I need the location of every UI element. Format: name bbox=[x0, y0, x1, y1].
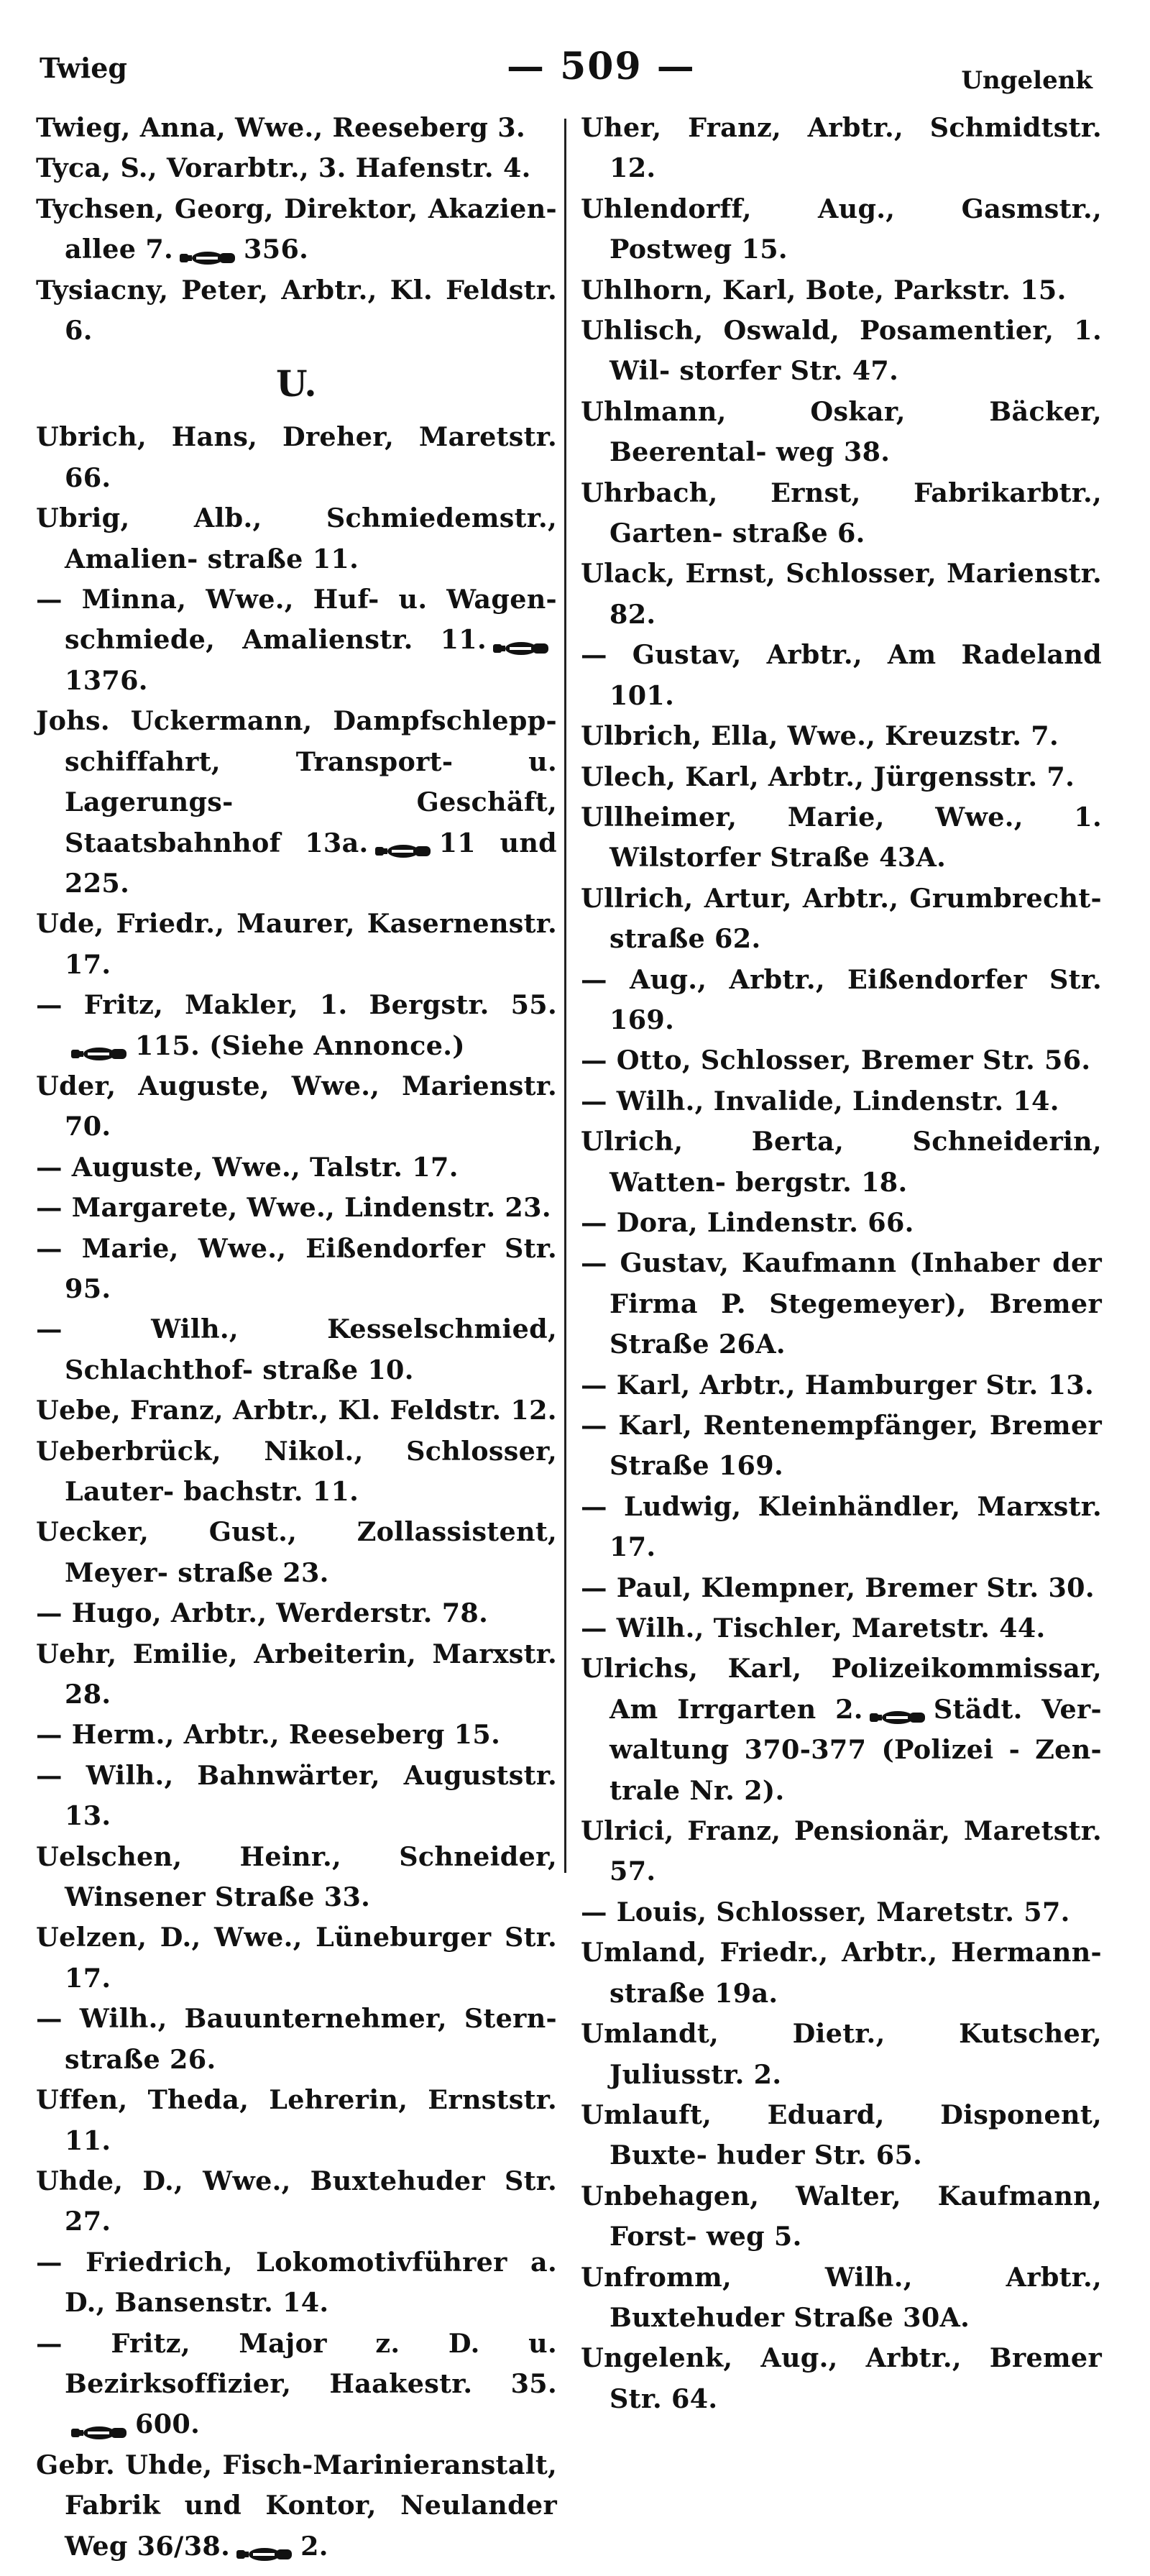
directory-entry: Uebe, Franz, Arbtr., Kl. Feldstr. 12. bbox=[36, 1395, 557, 1426]
directory-entry: Uhlhorn, Karl, Bote, Parkstr. 15. bbox=[581, 274, 1067, 306]
phone-number: 2. bbox=[300, 2530, 328, 2562]
directory-entry: — Wilh., Bahnwärter, Auguststr. 13. bbox=[36, 1759, 557, 1832]
directory-entry bbox=[36, 2324, 557, 2445]
entry-text: Johs. Uckermann, Dampfschlepp- schiffahrt, Transport- u. Lagerungs- Geschäft, Staatsbahnhof 13a. bbox=[36, 705, 557, 858]
directory-entry: — Hugo, Arbtr., Werderstr. 78. bbox=[36, 1598, 489, 1629]
directory-entry: Ulack, Ernst, Schlosser, Marienstr. 82. bbox=[581, 558, 1102, 630]
entry-text: — Fritz, Major z. D. u. Bezirksoffizier, Haakestr. 35. bbox=[36, 2327, 557, 2399]
directory-entry: — Otto, Schlosser, Bremer Str. 56. bbox=[581, 1045, 1091, 1076]
phone-number: 115. (Siehe Annonce.) bbox=[135, 1030, 465, 1061]
directory-entry: — Paul, Klempner, Bremer Str. 30. bbox=[581, 1572, 1095, 1603]
directory-entry: Twieg, Anna, Wwe., Reeseberg 3. bbox=[36, 112, 525, 143]
telephone-icon bbox=[70, 2414, 128, 2434]
telephone-icon bbox=[70, 1035, 128, 1055]
directory-entry: — Ludwig, Kleinhändler, Marxstr. 17. bbox=[581, 1490, 1102, 1563]
directory-entry: Unbehagen, Walter, Kaufmann, Forst- weg 5. bbox=[581, 2180, 1102, 2252]
directory-entry: Umlauft, Eduard, Disponent, Buxte- huder Str. 65. bbox=[581, 2099, 1102, 2171]
directory-entry bbox=[36, 985, 557, 1066]
running-head bbox=[40, 45, 1092, 95]
directory-entry: — Margarete, Wwe., Lindenstr. 23. bbox=[36, 1192, 551, 1224]
directory-entry: — Friedrich, Lokomotivführer a. D., Bansenstr. 14. bbox=[36, 2246, 557, 2319]
directory-entry: Ullheimer, Marie, Wwe., 1. Wilstorfer Straße 43A. bbox=[581, 801, 1102, 874]
directory-entry: Ueberbrück, Nikol., Schlosser, Lauter- bachstr. 11. bbox=[36, 1435, 557, 1507]
directory-entry: Uder, Auguste, Wwe., Marienstr. 70. bbox=[36, 1070, 557, 1142]
directory-entry: — Gustav, Arbtr., Am Radeland 101. bbox=[581, 639, 1102, 711]
phone-number: Städt. Ver- waltung 370-377 (Polizei - Zen- trale Nr. 2). bbox=[610, 1693, 1102, 1806]
directory-entry: Uhrbach, Ernst, Fabrikarbtr., Garten- straße 6. bbox=[581, 477, 1102, 549]
directory-entry: — Dora, Lindenstr. 66. bbox=[581, 1206, 914, 1238]
phone-number: 600. bbox=[135, 2408, 201, 2440]
entry-text: Ulrichs, Karl, Polizeikommissar, Am Irrgarten 2. bbox=[581, 1653, 1102, 1725]
column-divider bbox=[564, 119, 566, 1873]
directory-entry: Unfromm, Wilh., Arbtr., Buxtehuder Straße 30A. bbox=[581, 2261, 1102, 2333]
directory-entry: Ullrich, Artur, Arbtr., Grumbrecht- straße 62. bbox=[581, 882, 1102, 955]
directory-entry: Uhlisch, Oswald, Posamentier, 1. Wil- storfer Str. 47. bbox=[581, 315, 1102, 387]
directory-entry: — Wilh., Invalide, Lindenstr. 14. bbox=[581, 1085, 1059, 1117]
left-column bbox=[36, 108, 557, 2567]
directory-entry: Ungelenk, Aug., Arbtr., Bremer Str. 64. bbox=[581, 2342, 1102, 2414]
telephone-icon bbox=[374, 833, 432, 853]
directory-entry bbox=[36, 189, 557, 270]
entry-text: Gebr. Uhde, Fisch-Marinieranstalt, Fabrik und Kontor, Neulander Weg 36/38. bbox=[36, 2449, 557, 2562]
directory-entry: Uher, Franz, Arbtr., Schmidtstr. 12. bbox=[581, 112, 1102, 184]
directory-entry: Ude, Friedr., Maurer, Kasernenstr. 17. bbox=[36, 908, 557, 980]
directory-entry: Uhlmann, Oskar, Bäcker, Beerental- weg 38. bbox=[581, 395, 1102, 468]
page-number: — 509 — bbox=[507, 45, 696, 88]
directory-entry: — Wilh., Bauunternehmer, Stern- straße 26. bbox=[36, 2003, 557, 2075]
directory-entry bbox=[36, 2445, 557, 2567]
directory-entry: Tysiacny, Peter, Arbtr., Kl. Feldstr. 6. bbox=[36, 274, 557, 347]
directory-entry: Ulech, Karl, Arbtr., Jürgensstr. 7. bbox=[581, 761, 1075, 792]
directory-entry: — Marie, Wwe., Eißendorfer Str. 95. bbox=[36, 1232, 557, 1304]
entry-text: Tychsen, Georg, Direktor, Akazien- allee 7. bbox=[36, 193, 557, 265]
directory-entry: — Herm., Arbtr., Reeseberg 15. bbox=[36, 1719, 501, 1751]
directory-entry: Uhde, D., Wwe., Buxtehuder Str. 27. bbox=[36, 2165, 557, 2237]
directory-entry bbox=[581, 1649, 1102, 1811]
telephone-icon bbox=[492, 630, 550, 650]
directory-entry: — Wilh., Tischler, Maretstr. 44. bbox=[581, 1613, 1046, 1644]
section-heading: U. bbox=[275, 362, 318, 405]
directory-entry: — Gustav, Kaufmann (Inhaber der Firma P. Stegemeyer), Bremer Straße 26A. bbox=[581, 1247, 1102, 1360]
directory-entry: Tyca, S., Vorarbtr., 3. Hafenstr. 4. bbox=[36, 152, 531, 184]
directory-entry: Uecker, Gust., Zollassistent, Meyer- straße 23. bbox=[36, 1516, 557, 1588]
directory-entry: Uffen, Theda, Lehrerin, Ernststr. 11. bbox=[36, 2084, 557, 2156]
directory-entry: Umlandt, Dietr., Kutscher, Juliusstr. 2. bbox=[581, 2018, 1102, 2090]
entry-text: — Fritz, Makler, 1. Bergstr. 55. bbox=[36, 989, 557, 1021]
directory-entry: — Karl, Rentenempfänger, Bremer Straße 169. bbox=[581, 1410, 1102, 1482]
directory-entry: Umland, Friedr., Arbtr., Hermann- straße 19a. bbox=[581, 1937, 1102, 2009]
directory-entry: Uhlendorff, Aug., Gasmstr., Postweg 15. bbox=[581, 193, 1102, 265]
directory-entry: Ubrich, Hans, Dreher, Maretstr. 66. bbox=[36, 421, 557, 493]
telephone-icon bbox=[179, 239, 236, 260]
phone-number: 1376. bbox=[65, 664, 148, 696]
directory-entry bbox=[36, 701, 557, 904]
directory-entry: Ubrig, Alb., Schmiedemstr., Amalien- straße 11. bbox=[36, 503, 557, 574]
directory-entry: — Wilh., Kesselschmied, Schlachthof- straße 10. bbox=[36, 1314, 557, 1385]
telephone-icon bbox=[869, 1699, 926, 1719]
directory-entry: — Karl, Arbtr., Hamburger Str. 13. bbox=[581, 1369, 1094, 1401]
directory-entry: Ulrich, Berta, Schneiderin, Watten- bergstr. 18. bbox=[581, 1126, 1102, 1198]
directory-entry: Ulrici, Franz, Pensionär, Maretstr. 57. bbox=[581, 1815, 1102, 1887]
directory-entry: Ulbrich, Ella, Wwe., Kreuzstr. 7. bbox=[581, 720, 1059, 752]
phone-number: 11 und 225. bbox=[65, 827, 557, 899]
phone-number: 356. bbox=[244, 234, 309, 265]
directory-entry bbox=[36, 579, 557, 701]
directory-entry: Uelschen, Heinr., Schneider, Winsener Straße 33. bbox=[36, 1841, 557, 1913]
header-right-catchword: Ungelenk bbox=[961, 66, 1092, 95]
right-column bbox=[581, 108, 1102, 2419]
telephone-icon bbox=[236, 2536, 293, 2556]
directory-entry: Uehr, Emilie, Arbeiterin, Marxstr. 28. bbox=[36, 1638, 557, 1710]
header-left-catchword: Twieg bbox=[40, 52, 127, 84]
directory-entry: Uelzen, D., Wwe., Lüneburger Str. 17. bbox=[36, 1922, 557, 1994]
entry-text: — Minna, Wwe., Huf- u. Wagen- schmiede, Amalienstr. 11. bbox=[36, 584, 557, 656]
directory-entry: — Auguste, Wwe., Talstr. 17. bbox=[36, 1151, 459, 1183]
directory-entry: — Aug., Arbtr., Eißendorfer Str. 169. bbox=[581, 963, 1102, 1035]
directory-entry: — Louis, Schlosser, Maretstr. 57. bbox=[581, 1896, 1070, 1928]
